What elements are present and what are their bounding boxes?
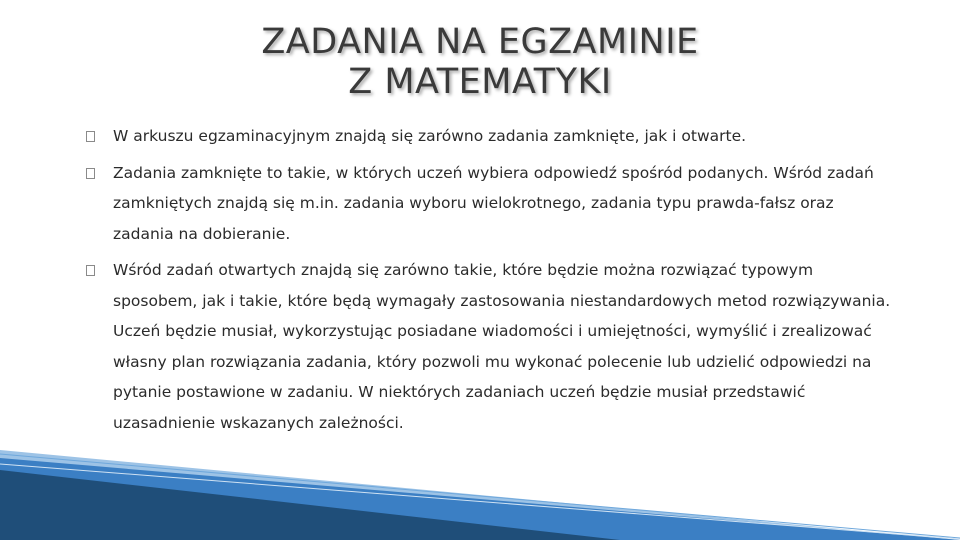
slide-title [180,22,780,102]
bullet-square-icon [86,131,95,142]
slide-title-line-2: Z MATEMATYKI [348,62,612,102]
bullet-item [86,255,896,438]
bullet-list [86,121,896,444]
slide-title-line-1: ZADANIA NA EGZAMINIE [261,22,699,62]
bullet-text: W arkuszu egzaminacyjnym znajdą się zarówno zadania zamknięte, jak i otwarte. [113,127,747,145]
decorative-wave-graphic [0,450,960,540]
bullet-text: Wśród zadań otwartych znajdą się zarówno takie, które będzie można rozwiązać typowym sposobem, jak i takie, które będą wymagały zastosowania niestandardowych metod rozwiązywania. Uczeń będzie musiał, wykorzystując posiadane wiadomości i umiejętności, wymyślić i zrealizować własny plan rozwiązania zadania, który pozwoli mu wykonać polecenie lub udzielić odpowiedzi na pytanie postawione w zadaniu. W niektórych zadaniach uczeń będzie musiał przedstawić uzasadnienie wskazanych zależności. [113,261,891,432]
bullet-square-icon [86,168,95,179]
bullet-item [86,121,896,152]
bullet-square-icon [86,265,95,276]
bullet-item [86,158,896,250]
bullet-text: Zadania zamknięte to takie, w których uczeń wybiera odpowiedź spośród podanych. Wśród zadań zamkniętych znajdą się m.in. zadania wyboru wielokrotnego, zadania typu prawda-fałsz oraz zadania na dobieranie. [113,163,874,243]
